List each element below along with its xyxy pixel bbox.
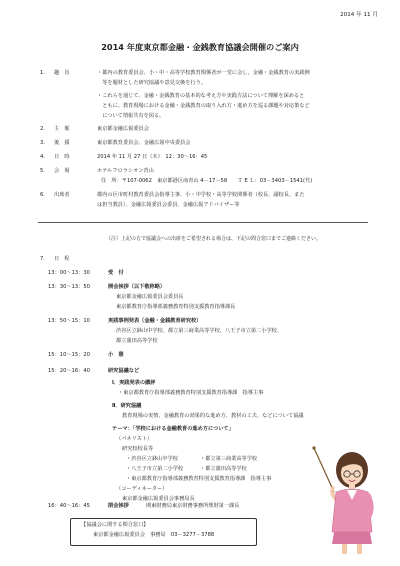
teacher-illustration-icon — [300, 440, 390, 558]
schedule-time: 13：00～13：30 — [48, 270, 90, 276]
section-number: 6. — [40, 192, 45, 198]
contact-box — [70, 518, 257, 546]
panelist: ・八王子市立第二小学校 — [126, 466, 184, 472]
section-number: 5. — [40, 168, 45, 174]
section-number: 1. — [40, 70, 45, 76]
schedule-title: 研究協議など — [108, 368, 140, 374]
coordinator: 東京都金融広報委員会事務局長 — [122, 496, 195, 502]
discussion-part1-title: Ⅰ．実践発表の講評 — [112, 380, 156, 386]
contact-value: 東京都金融広報委員会 事務局 03－3277－3788 — [93, 532, 215, 538]
organizer-value: 東京都金融広報委員会 — [97, 126, 149, 132]
discussion-part1-detail: ・東京都教育庁指導部義務教育特別支援教育指導課 指導主事 — [118, 390, 264, 396]
discussion-part2-detail: 教育現場の実情、金融教育の効果的な進め方、教材の工夫、などについて協議 — [122, 413, 304, 419]
schedule-title: 閉会挨拶 — [108, 503, 129, 509]
venue-name: ホテルフロラシオン青山 — [97, 168, 154, 174]
schedule-time: 13：30～13：50 — [48, 284, 90, 290]
coordinator-label: （コーディネーター） — [116, 486, 168, 492]
section-label: 会 場 — [54, 168, 70, 174]
schedule-time: 15：20～16：40 — [48, 368, 90, 374]
contact-label: 【協議会に関する問合窓口】 — [81, 522, 149, 528]
schedule-detail: 都立蒲田高等学校 — [116, 338, 158, 344]
schedule-time: 13：50～15：10 — [48, 318, 90, 324]
page-title: 2014 年度東京都金融・金銭教育協議会開催のご案内 — [101, 42, 299, 52]
attendees-line: は担当教員）、金融広報委員会委員、金融広報アドバイザー等 — [97, 202, 240, 208]
section-number: 3. — [40, 140, 45, 146]
divider — [38, 222, 368, 223]
panelist: ・都立蒲田高等学校 — [200, 466, 247, 472]
support-value: 東京都教育委員会、金融広報中央委員会 — [97, 140, 191, 146]
schedule-detail: 渋谷区立鉢山中学校、都立第三商業高等学校、八王子市立第二小学校、 — [116, 328, 283, 334]
purpose-line: について情報共有を図る。 — [97, 113, 165, 119]
section-label: 趣 旨 — [54, 70, 70, 76]
section-label: 出席者 — [54, 192, 70, 198]
schedule-title: 実践事例発表（金融・金銭教育研究校） — [108, 318, 202, 324]
panelist: ・渋谷区立鉢山中学校 — [126, 456, 178, 462]
purpose-line: ともに、教育現場における金融・金銭教育の取り入れ方・進め方を巡る課題や対応策など — [97, 103, 310, 109]
section-label: 日 程 — [54, 256, 70, 262]
panelist: ・都立第三商業高等学校 — [200, 456, 258, 462]
datetime-value: 2014 年 11 月 27 日（木） 12：30～16：45 — [97, 154, 208, 160]
schedule-detail: 東京都教育庁指導部義務教育特別支援教育指導課長 — [116, 304, 236, 310]
document-date: 2014 年 11 月 — [340, 12, 378, 18]
schedule-title: 小 憩 — [108, 352, 124, 358]
panelist: ・東京都教育庁指導部義務教育特別支援教育指導課 指導主事 — [126, 476, 272, 482]
section-label: 日 時 — [54, 154, 70, 160]
section-number: 4. — [40, 154, 45, 160]
venue-address: 住 所：〒107-0062 東京都港区南青山 4－17－58 Ｔ E Ｌ：03－3403－1541(代) — [101, 178, 313, 184]
section-label: 後 援 — [54, 140, 70, 146]
attendance-note: （注）上記の方で協議会への出席をご希望される場合は、下記の問合窓口までご連絡ください。 — [106, 236, 322, 242]
purpose-line: ・都内の教育委員会、小・中・高等学校教育関係者が一堂に会し、金融・金銭教育の実践例 — [97, 70, 310, 76]
discussion-part2-title: Ⅱ．研究協議 — [112, 403, 142, 409]
purpose-line: ・これらを通じて、金融・金銭教育の基本的な考え方や実践方法について理解を深めると — [97, 93, 305, 99]
section-number: 2. — [40, 126, 45, 132]
attendees-line: 都内の区市町村教育委員会指導主事、小・中学校・高等学校関係者（校長、副校長、また — [97, 192, 305, 198]
panelist-schools-label: 研究校校長等 — [122, 446, 154, 452]
section-number: 7. — [40, 256, 45, 262]
schedule-title: 受 付 — [108, 270, 124, 276]
discussion-theme: テーマ：「学校における金融教育の進め方について」 — [112, 426, 234, 432]
schedule-detail: 東京都金融広報委員会委員長 — [116, 294, 184, 300]
schedule-title: 開会挨拶（以下敬称略） — [108, 284, 166, 290]
section-label: 主 催 — [54, 126, 70, 132]
schedule-detail: 関東財務局東京財務事務所理財第一課長 — [146, 503, 240, 509]
schedule-time: 16：40～16：45 — [48, 503, 90, 509]
panelist-label: （パネリスト） — [116, 436, 153, 442]
schedule-time: 15：10～15：20 — [48, 352, 90, 358]
purpose-line: 等を題材とした研究協議や意見交換を行う。 — [97, 80, 206, 86]
